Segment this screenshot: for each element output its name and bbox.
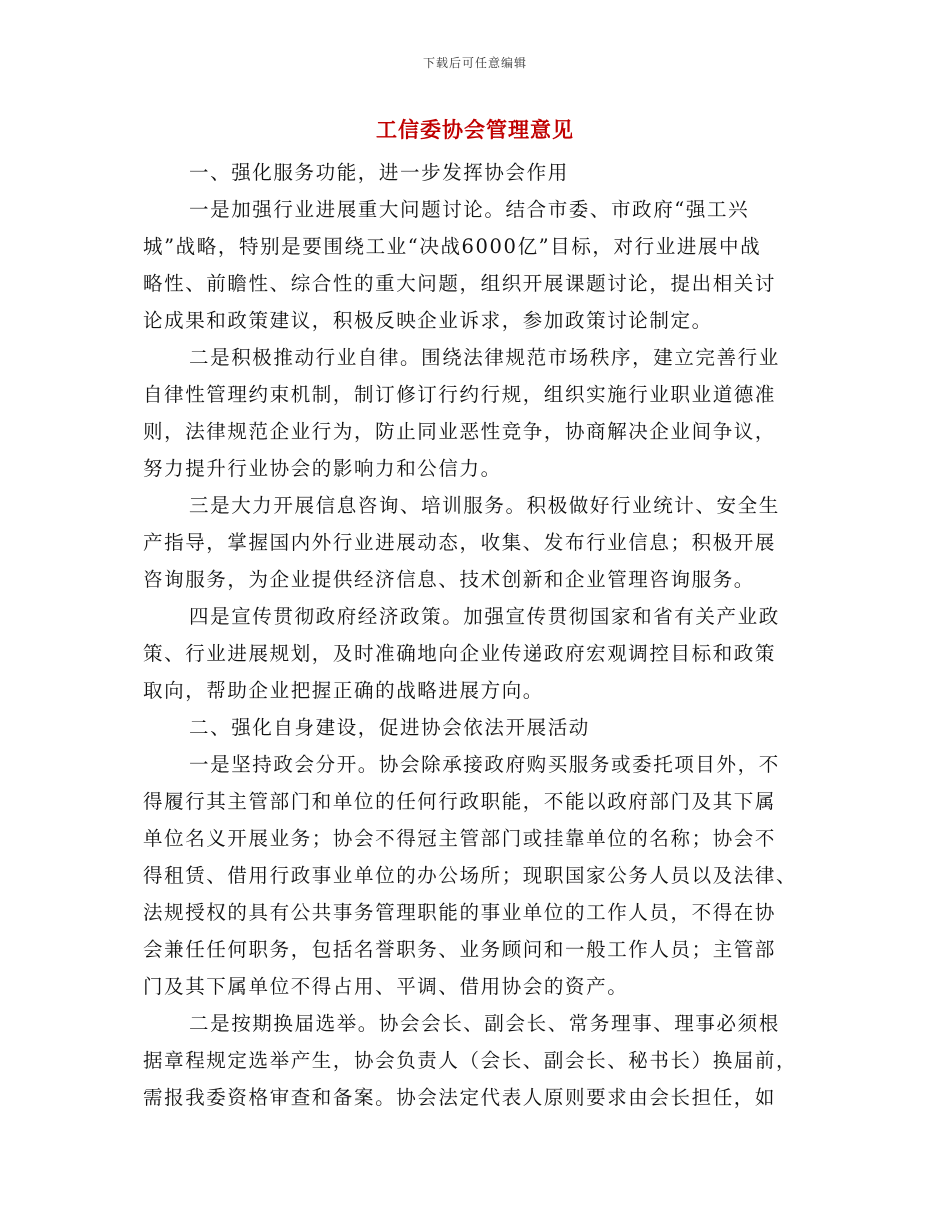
- paragraph-line: 四是宣传贯彻政府经济政策。加强宣传贯彻国家和省有关产业政: [189, 605, 780, 628]
- paragraph-line: 得履行其主管部门和单位的任何行政职能，不能以政府部门及其下属: [143, 790, 777, 813]
- paragraph-line: 自律性管理约束机制，制订修订行约行规，组织实施行业职业道德准: [143, 383, 777, 406]
- paragraph-line: 策、行业进展规划，及时准确地向企业传递政府宏观调控目标和政策: [143, 642, 777, 665]
- paragraph-line: 努力提升行业协会的影响力和公信力。: [143, 457, 502, 480]
- paragraph-line: 产指导，掌握国内外行业进展动态，收集、发布行业信息；积极开展: [143, 531, 777, 554]
- paragraph-line: 二是积极推动行业自律。围绕法律规范市场秩序，建立完善行业: [189, 346, 780, 369]
- paragraph-line: 门及其下属单位不得占用、平调、借用协会的资产。: [143, 975, 629, 998]
- paragraph-line: 三是大力开展信息咨询、培训服务。积极做好行业统计、安全生: [189, 494, 780, 517]
- paragraph-line: 会兼任任何职务，包括名誉职务、业务顾问和一般工作人员；主管部: [143, 938, 777, 961]
- paragraph-line: 一是坚持政会分开。协会除承接政府购买服务或委托项目外，不: [189, 753, 780, 776]
- paragraph-line: 一是加强行业进展重大问题讨论。结合市委、市政府“强工兴: [189, 198, 750, 221]
- section-heading: 一、强化服务功能，进一步发挥协会作用: [189, 161, 569, 184]
- document-title: 工信委协会管理意见: [376, 117, 574, 142]
- paragraph-line: 得租赁、借用行政事业单位的办公场所；现职国家公务人员以及法律、: [143, 864, 798, 887]
- paragraph-line: 咨询服务，为企业提供经济信息、技术创新和企业管理咨询服务。: [143, 568, 755, 591]
- section-heading: 二、强化自身建设，促进协会依法开展活动: [189, 716, 590, 739]
- paragraph-line: 据章程规定选举产生，协会负责人（会长、副会长、秘书长）换届前，: [143, 1049, 798, 1072]
- document-body: [143, 154, 807, 1116]
- paragraph-line: 取向，帮助企业把握正确的战略进展方向。: [143, 679, 544, 702]
- paragraph-line: 略性、前瞻性、综合性的重大问题，组织开展课题讨论，提出相关讨: [143, 272, 777, 295]
- paragraph-line: 需报我委资格审查和备案。协会法定代表人原则要求由会长担任，如: [143, 1086, 777, 1109]
- paragraph-line: 法规授权的具有公共事务管理职能的事业单位的工作人员，不得在协: [143, 901, 777, 924]
- paragraph-line: 则，法律规范企业行为，防止同业恶性竞争，协商解决企业间争议，: [143, 420, 777, 443]
- paragraph-line: 城”战略，特别是要围绕工业“决战6000亿”目标，对行业进展中战: [143, 235, 762, 258]
- header-note: 下载后可任意编辑: [422, 56, 527, 70]
- paragraph-line: 论成果和政策建议，积极反映企业诉求，参加政策讨论制定。: [143, 309, 713, 332]
- paragraph-line: 单位名义开展业务；协会不得冠主管部门或挂靠单位的名称；协会不: [143, 827, 777, 850]
- paragraph-line: 二是按期换届选举。协会会长、副会长、常务理事、理事必须根: [189, 1012, 780, 1035]
